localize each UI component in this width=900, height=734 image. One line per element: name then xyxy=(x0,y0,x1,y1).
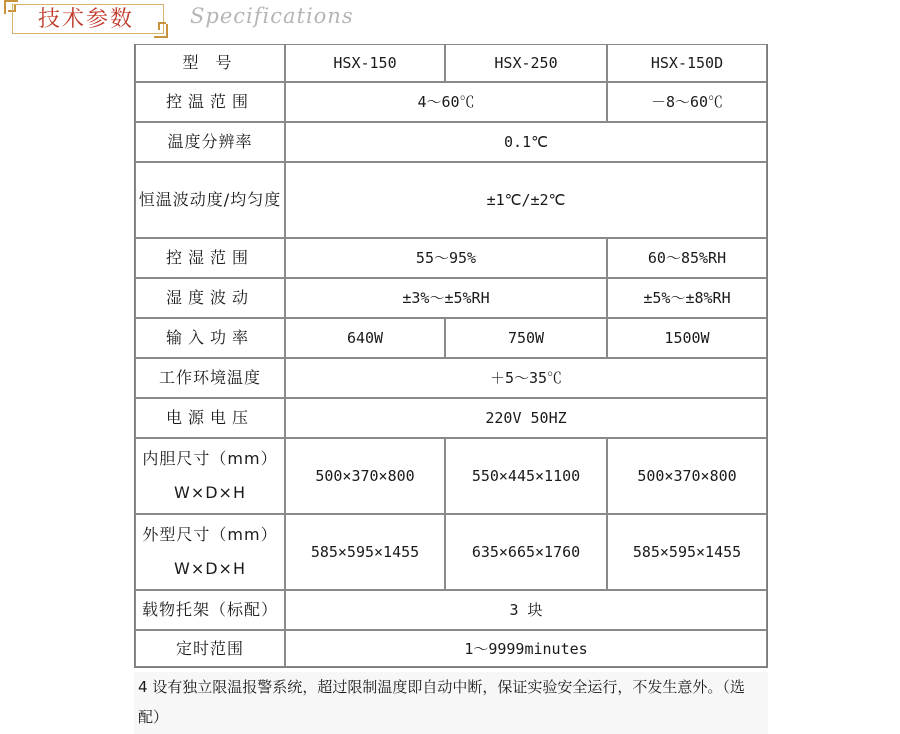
section-title: 技术参数 xyxy=(38,7,135,32)
inner-dims-label: 内胆尺寸（mm）W×D×H xyxy=(135,438,285,514)
inner-dims-value-2: 550×445×1100 xyxy=(445,438,607,514)
outer-dims-value-3: 585×595×1455 xyxy=(607,514,767,590)
temp-fluctuation-value: ±1℃/±2℃ xyxy=(285,162,767,238)
temp-resolution-value: 0.1℃ xyxy=(285,122,767,162)
shelves-label: 载物托架（标配） xyxy=(135,590,285,630)
temp-range-value-1: 4～60℃ xyxy=(285,82,607,122)
inner-dims-value-3: 500×370×800 xyxy=(607,438,767,514)
humid-fluctuation-value-1: ±3%～±5%RH xyxy=(285,278,607,318)
footnote: 4 设有独立限温报警系统，超过限制温度即自动中断，保证实验安全运行，不发生意外。（选配） xyxy=(134,672,768,734)
temp-range-label: 控温范围 xyxy=(135,82,285,122)
outer-dims-value-2: 635×665×1760 xyxy=(445,514,607,590)
timer-range-value: 1～9999minutes xyxy=(285,630,767,667)
timer-range-label: 定时范围 xyxy=(135,630,285,667)
model-hsx-150: HSX-150 xyxy=(285,44,445,82)
model-label: 型 号 xyxy=(135,44,285,82)
supply-voltage-value: 220V 50HZ xyxy=(285,398,767,438)
power-value-2: 750W xyxy=(445,318,607,358)
section-subtitle: Specifications xyxy=(190,4,354,28)
ambient-temp-value: ＋5～35℃ xyxy=(285,358,767,398)
humid-range-value-2: 60～85%RH xyxy=(607,238,767,278)
model-hsx-250: HSX-250 xyxy=(445,44,607,82)
outer-dims-value-1: 585×595×1455 xyxy=(285,514,445,590)
humid-fluctuation-value-2: ±5%～±8%RH xyxy=(607,278,767,318)
humid-range-label: 控湿范围 xyxy=(135,238,285,278)
humid-range-value-1: 55～95% xyxy=(285,238,607,278)
outer-dims-label: 外型尺寸（mm）W×D×H xyxy=(135,514,285,590)
power-value-1: 640W xyxy=(285,318,445,358)
supply-voltage-label: 电源电压 xyxy=(135,398,285,438)
shelves-value: 3 块 xyxy=(285,590,767,630)
ambient-temp-label: 工作环境温度 xyxy=(135,358,285,398)
humid-fluctuation-label: 湿度波动 xyxy=(135,278,285,318)
power-label: 输入功率 xyxy=(135,318,285,358)
power-value-3: 1500W xyxy=(607,318,767,358)
inner-dims-value-1: 500×370×800 xyxy=(285,438,445,514)
corner-ornament-icon xyxy=(158,22,166,30)
temp-range-value-2: －8～60℃ xyxy=(607,82,767,122)
spec-table xyxy=(134,44,768,668)
temp-fluctuation-label: 恒温波动度/均匀度 xyxy=(135,162,285,238)
temp-resolution-label: 温度分辨率 xyxy=(135,122,285,162)
model-hsx-150d: HSX-150D xyxy=(607,44,767,82)
section-header xyxy=(0,0,900,38)
